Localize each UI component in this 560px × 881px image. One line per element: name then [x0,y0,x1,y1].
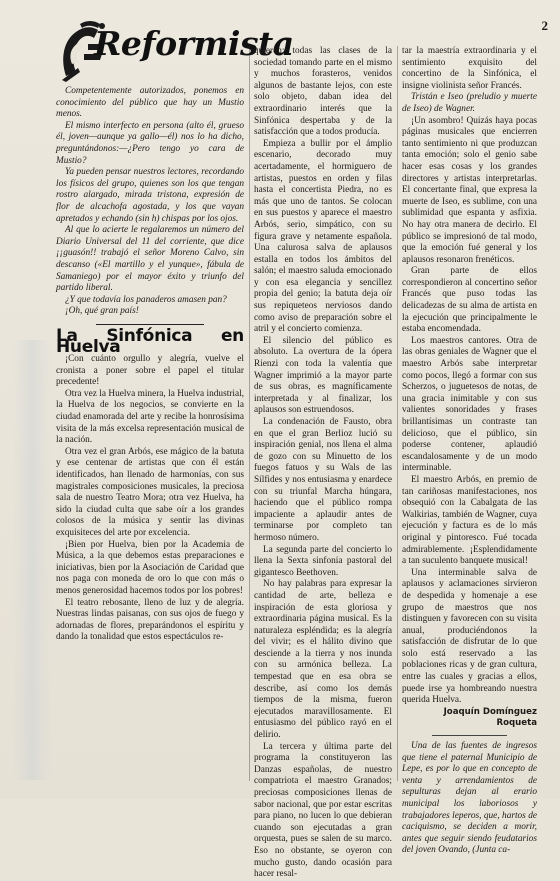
paragraph: La tercera y última parte del programa la constituyeron las Danzas españolas, de nuestro compatriota el maestro Granados; preciosas composiciones llenas de sabor nacional, que por estar escritas para piano, no lucen lo que debieran cuando son ejecutadas a gran orquesta, pues se salen de su marco. Eso no obstante, se oyeron con mucho gusto, dando ocasión para hacer resal- [254,741,392,880]
paragraph: El silencio del público es absoluto. La overtura de la ópera Rienzi con toda la valentía que Wagner imprimió a la mayor parte de sus obras, es magníficamente interpretada y al finalizar, los aplausos son estruendosos. [254,335,392,416]
paragraph: No hay palabras para expresar la cantidad de arte, belleza e inspiración de esta gloriosa y extraordinaria página musical. Es la naturaleza espléndida; es la alegría del vivir; es el hálito divino que desciende a la tierra y nos inunda con su armónica belleza. La tempestad que en esa obra se describe, así como los demás tiempos de la misma, fueron ejecutados maravillosamente. El entusiasmo del público rayó en el delirio. [254,579,392,741]
paragraph: ¡Con cuánto orgullo y alegría, vuelve el cronista a poner sobre el papel el titular precedente! [56,354,244,388]
paragraph: La condenación de Fausto, obra en que el gran Berlioz lució su inspiración genial, nos llena el alma de gozo con su Minuetto de los fuegos fatuos y su Wals de las Sílfides y nos entusiasma y enardece con su triunfal Marcha húngara, haciendo que el público rompa impaciente a aplaudir antes de terminarse por completo tan hermoso número. [254,417,392,543]
masthead [58,18,294,84]
library-stamp-shadow [12,340,52,780]
section-divider [96,324,204,325]
paragraph: ¡Oh, qué gran país! [65,306,139,317]
section-divider [432,735,507,736]
paragraph: Una de las fuentes de ingresos que tiene el paternal Municipio de Lepe, es por lo que en concepto de venta y arrendamientos de sepulturas dejan al erario municipal los laboriosos y trabajadores leperos, que, hartos de caciquismo, se deciden a morir, antes que seguir siendo feudatarios del joven Ovando, (Junta ca- [402,741,537,856]
column-divider [249,46,250,781]
column-2 [254,46,392,880]
paragraph: Otra vez el gran Arbós, ese mágico de la batuta y ese centenar de artistas que con él están identificados, han llenado de harmonías, con sus magistrales composiciones musicales, la preciosa sala de nuestro Teatro Mora; otra vez Huelva, ha sido la ciudad culta que sabe oír a los grandes colosos de la música y sentir las divinas exquisiteces del arte por excelencia. [56,446,244,538]
masthead-title: Reformista [94,24,294,63]
page-number: 2 [541,18,548,33]
paragraph: Al que lo acierte le regalaremos un número del Diario Universal del 11 del corriente, que dice ¡¡guasón!! trabajó el señor Moreno Calvo, sin descanso («El martillo y el yunque», fábula de Samaniego) por el mayor éxito y triunfo del partido liberal. [56,225,244,294]
paragraph: El maestro Arbós, en premio de tan cariñosas manifestaciones, nos obsequió con la Cabalgata de las Walkirias, también de Wagner, cuya ejecución y factura es de lo más original y pintoresco. Fué tocada admirablemente. ¡Esplendidamente a tan suculento banquete musical! [402,474,537,567]
section-heading: La Sinfónica en Huelva [56,325,244,358]
intro-note [56,86,244,318]
paragraph: El mismo interfecto en persona (alto él, grueso él, joven—aunque ya gallo—él) nos lo ha dicho, preguntándonos:—¿Pero tengo yo cara de Mustio? [56,120,244,166]
paragraph: ¡Un asombro! Quizás haya pocas páginas musicales que encierren tanto sentimiento ni que produzcan tanta emoción; solo el genio sabe hacer esas cosas y los grandes directores y artistas interpretarlas. El concertante final, que expresa la muerte de Iseo, es sublime, con una sublimidad que espanta y asfixia. No hay otra manera de decirlo. El público se impresionó de tal modo, que la emoción fué general y los aplausos resonaron frenéticos. [402,115,537,265]
column-1 [56,86,244,799]
paragraph: quieren; todas las clases de la sociedad tomando parte en el mismo y muchos forasteros, venidos algunos de bastante lejos, con este solo objeto, daban idea del extraordinario interés que la Sinfónica despertaba y de la satisfacción que a todos producía. [254,46,392,138]
paragraph: ¡Bien por Huelva, bien por la Academia de Música, a la que debemos estas preparaciones e iniciativas, bien por la Asociación de Caridad que nos paga con moneda de oro lo que con más o menos generosidad hacemos todos por los pobres! [56,539,244,596]
author-signature: Joaquín Domínguez Roqueta [443,706,537,729]
paragraph: Competentemente autorizados, ponemos en conocimiento del público que hay un Mustio menos. [56,86,244,120]
paragraph: El teatro rebosante, lleno de luz y de alegría. Nuestras lindas paisanas, con sus ojos de fuego y adornadas de flores, preparándonos el espíritu y dando la tonalidad que estos espectáculos re- [56,597,244,643]
column-3 [402,46,537,856]
paragraph: Una interminable salva de aplausos y aclamaciones sirvieron de despedida y homenaje a ese grupo de maestros que nos distinguen y favorecen con su visita anual, produciéndonos la satisfacción de disfrutar de lo que solo está reservado a las poblaciones ricas y de gran cultura, entre las cuales y gracias a ellos, puede irse ya hombreando nuestra querida Huelva. [402,567,537,706]
paragraph: Los maestros cantores. Otra de las obras geniales de Wagner que el maestro Arbós sabe interpretar como pocos, llegó a formar con sus Scherzos, o juguetesos de notas, de una gracia inimitable y con sus valientes sonoridades y frases brillantísimas un contraste tan delicioso, que el público, sin poderse contener, aplaudió escandalosamente y de un modo interminable. [402,335,537,474]
paragraph: Empieza a bullir por el ámplio escenario, decorado muy acertadamente, el hormiguero de artistas, puestos en orden y filas hasta el concertista Piedra, no es más que uno de tantos. Se colocan en sus puestos y aparece el maestro Arbós, serio, simpático, con su figura grave y netamente española. Una calurosa salva de aplausos estalla en todos los ámbitos del salón; el maestro saluda emocionado y con esa elegancia y sencillez propia del genio; la batuta deja oír sus repiqueteos nerviosos dando como aviso de preparación sobre el atril y el concierto comienza. [254,138,392,335]
paragraph: Otra vez la Huelva minera, la Huelva industrial, la Huelva de los negocios, se convierte en la ciudad enamorada del arte y recibe la honrosísima visita de la más excelsa representación musical de la nación. [56,388,244,446]
paragraph: Tristán e Iseo (preludio y muerte de Iseo) de Wagner. [402,92,537,114]
paragraph: La segunda parte del concierto lo llena la Sexta sinfonía pastoral del gigantesco Beethoven. [254,544,392,578]
paragraph: tar la maestría extraordinaria y el sentimiento exquisito del concertino de la Sinfónica, el insigne violinista señor Francés. [402,46,537,91]
column-divider [397,46,398,781]
paragraph: ¿Y que todavía los panaderos amasen pan? [65,294,227,305]
paragraph: Ya pueden pensar nuestros lectores, recordando los físicos del grupo, quienes son los que tengan rostro alargado, mirada tristona, expresión de flor de alcachofa agostada, y los que vayan apretados y echando (sin h) chispas por los ojos. [56,167,244,224]
paragraph: Gran parte de ellos correspondieron al concertino señor Francés que puso todas las delicadezas de su alma de artista en la ejecución que principalmente le estaba encomendada. [402,266,537,335]
